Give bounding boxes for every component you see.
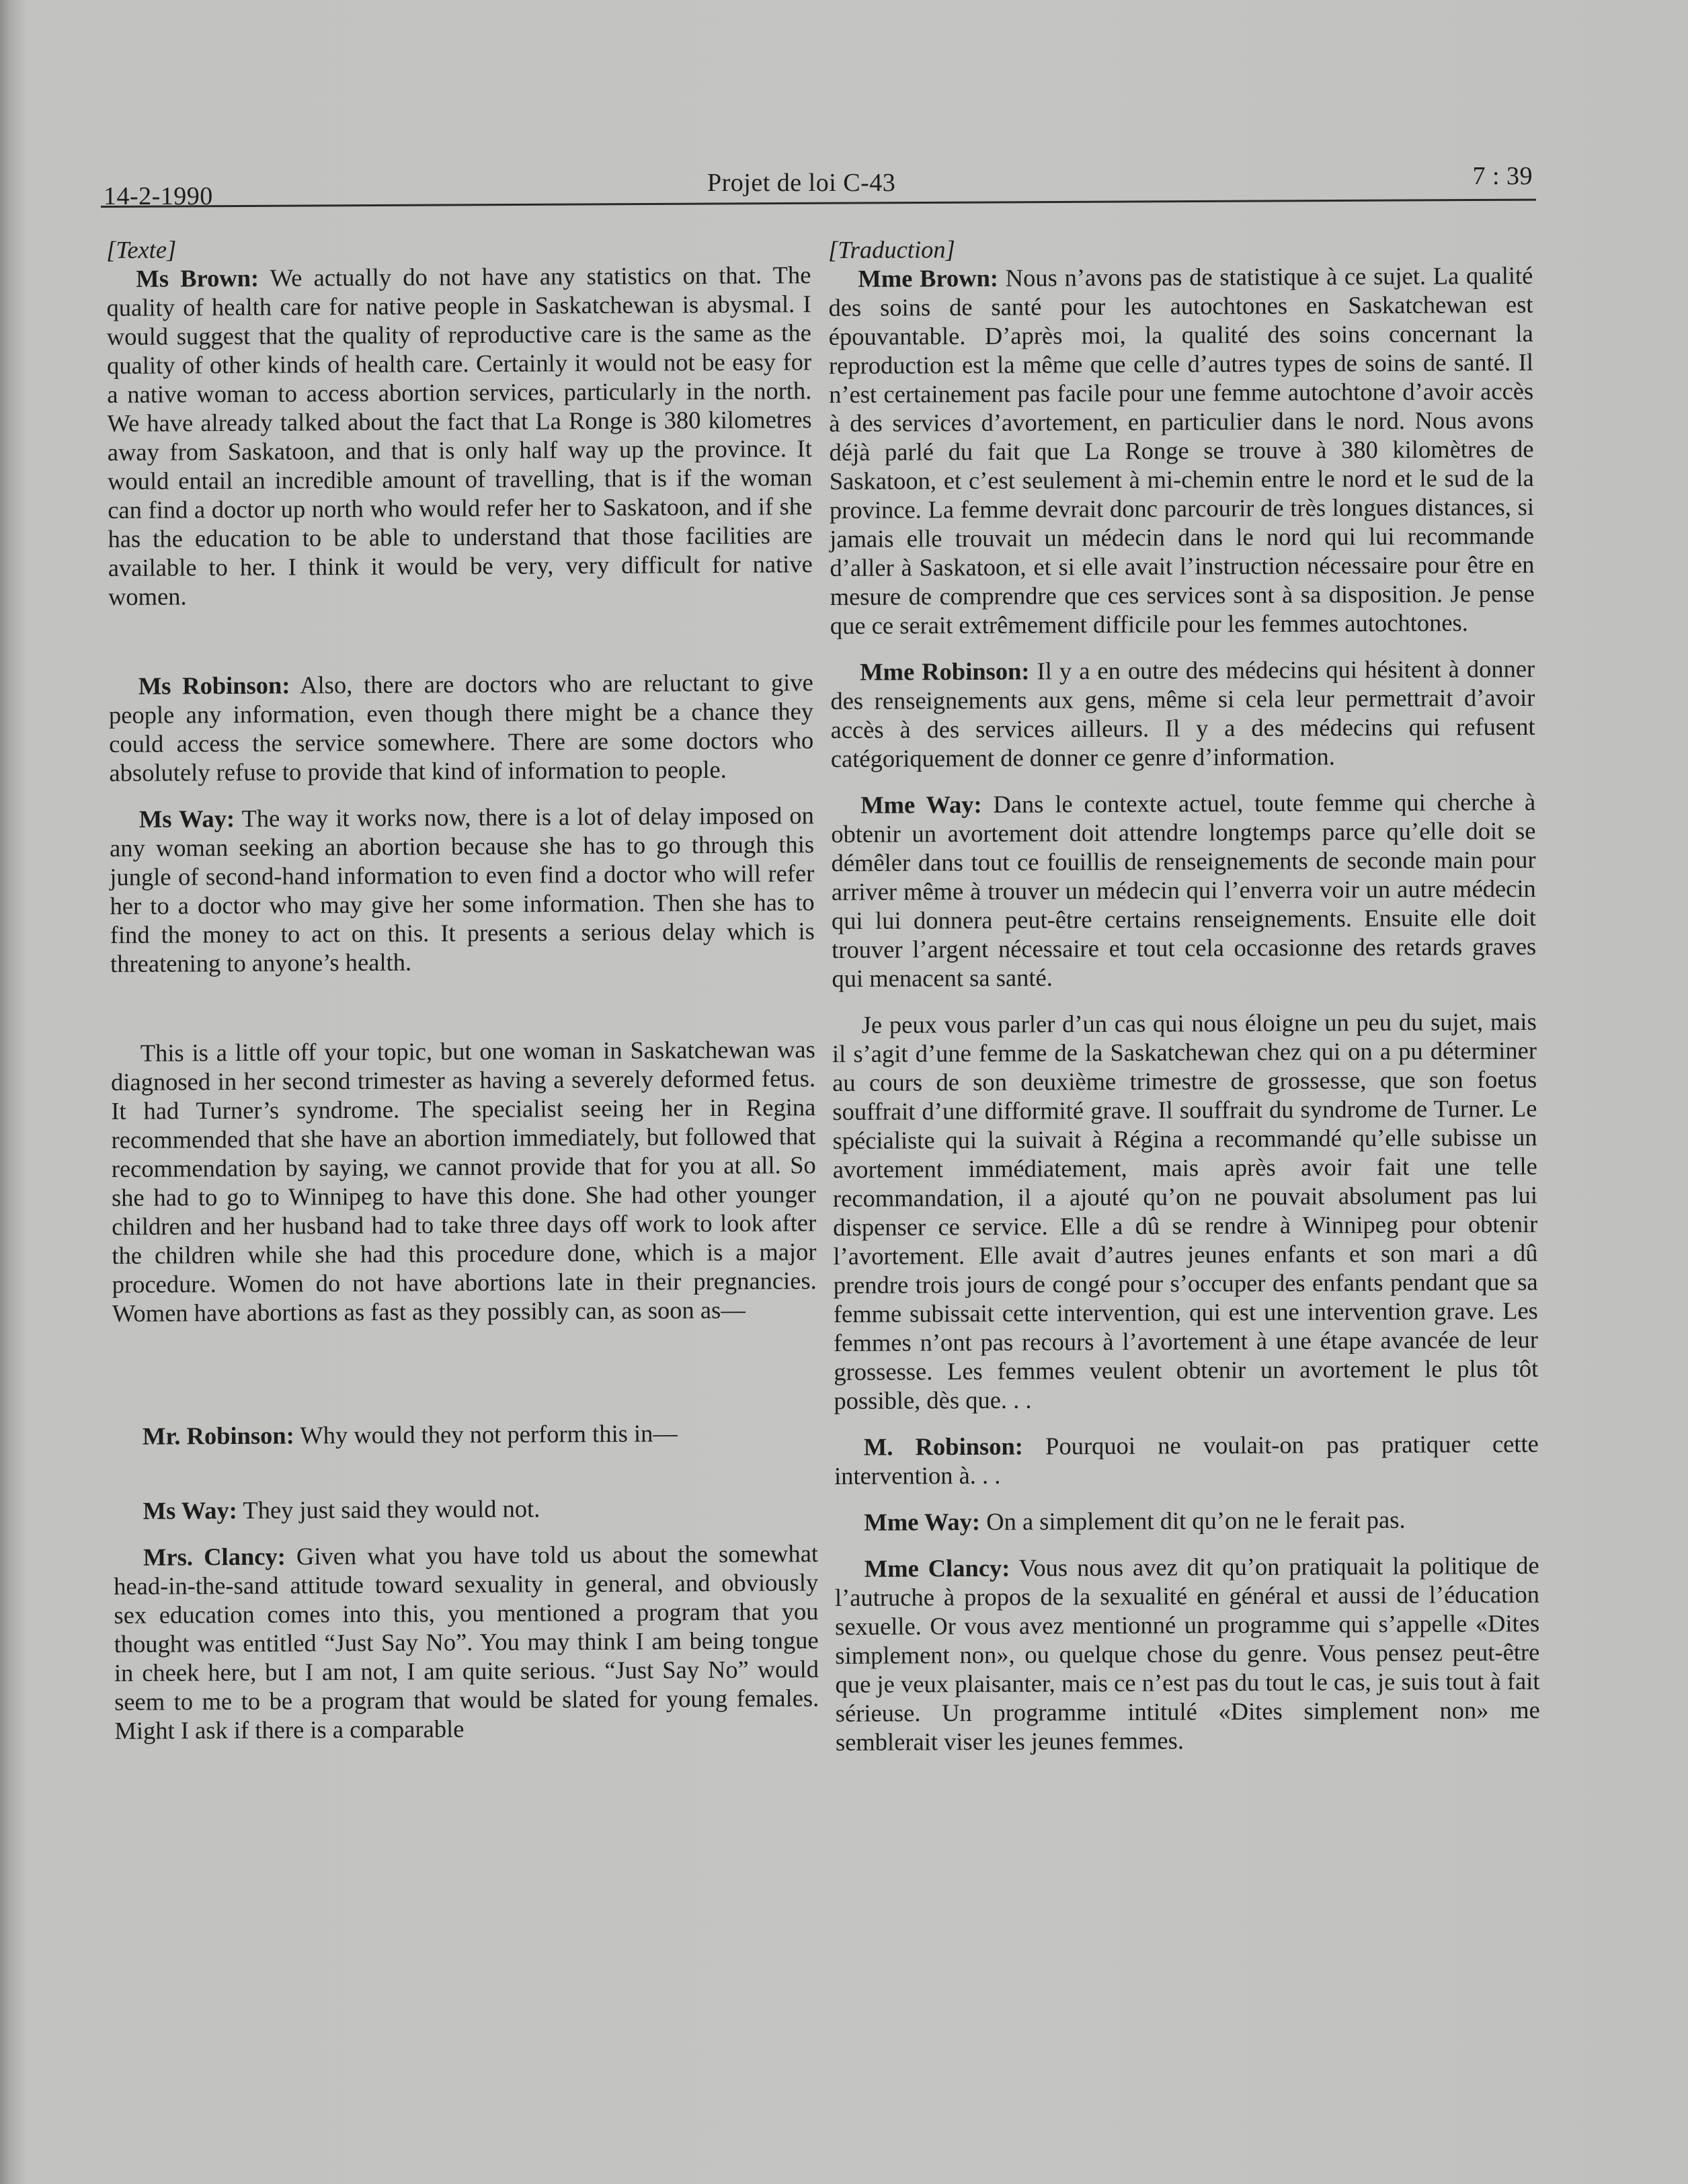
paragraph-text: They just said they would not. — [243, 1494, 540, 1524]
speaker-name: Mme Clancy: — [864, 1553, 1010, 1582]
paragraph — [832, 1007, 1539, 1415]
french-column — [828, 232, 1540, 1774]
paragraph-text: We actually do not have any statistics on that. The quality of health care for native people in Saskatchewan is abysmal. I would suggest that the quality of reproductive care is the same as the quality of other kinds of health care. Certainly it would not be easy for a native woman to access abortion services, particularly in the north. We have already talked about the fact that La Ronge is 380 kilometres away from Saskatoon, and that is only half way up the province. It would entail an incredible amount of travelling, that is if the woman can find a doctor up north who would refer her to Saskatoon, and if she has the education to be able to understand that those facilities are available to her. I think it would be very, very difficult for native women. — [106, 261, 813, 610]
speaker-name: Mme Brown: — [858, 264, 999, 292]
paragraph-text: Dans le contexte actuel, toute femme qui cherche à obtenir un avortement doit attendre longtemps parce qu’elle doit se démêler dans tout ce fouillis de renseignements de seconde main pour arriver même à trouver un médecin qui l’enverra voir un autre médecin qui lui donnera peut-être certains renseignements. Ensuite elle doit trouver l’argent nécessaire et tout cela occasionne des retards graves qui menacent sa santé. — [831, 787, 1537, 992]
speaker-name: Ms Way: — [138, 804, 235, 833]
speaker-name: M. Robinson: — [863, 1432, 1023, 1461]
paragraph-text: Pourquoi ne voulait-on pas pratiquer cette intervention à. . . — [834, 1429, 1539, 1490]
english-column — [106, 231, 819, 1763]
paragraph-text: Nous n’avons pas de statistique à ce sujet. La qualité des soins de santé pour les autochtones en Saskatchewan est épouvantable. D’après moi, la qualité des soins concernant la reproduction est la même que celle d’autres types de soins de santé. Il n’est certainement pas facile pour une femme autochtone d’avoir accès à des services d’avortement, en particulier dans le nord. Nous avons déjà parlé du fait que La Ronge se trouve à 380 kilomètres de Saskatoon, et c’est seulement à mi-chemin entre le nord et le sud de la province. La femme devrait donc parcourir de très longues distances, si jamais elle trouvait un médecin dans le nord qui lui recommande d’aller à Saskatoon, et si elle avait l’instruction nécessaire pour être en mesure de comprendre que ces services sont à sa disposition. Je pense que ce serait extrêmement difficile pour les femmes autochtones. — [828, 261, 1535, 639]
paragraph — [834, 1429, 1539, 1490]
paragraph — [111, 1035, 817, 1328]
paragraph-text: This is a little off your topic, but one woman in Saskatchewan was diagnosed in her second trimester as having a severely deformed fetus. It had Turner’s syndrome. The specialist seeing her in Regina recommended that she have an abortion immediately, but followed that recommendation by saying, we cannot provide that for you at all. So she had to go to Winnipeg to have this done. She had other younger children and her husband had to take three days off work to look after the children while she had this procedure done, which is a major procedure. Women do not have abortions late in their pregnancies. Women have abortions as fast as they possibly can, as soon as— — [110, 1035, 817, 1327]
paragraph-text: Given what you have told us about the somewhat head-in-the-sand attitude toward sexuality in general, and obviously sex education comes into this, you mentioned a program that you thought was entitled “Just Say No”. You may think I am being tongue in cheek here, but I am not, I am quite serious. “Just Say No” would seem to me to be a program that would be slated for young females. Might I ask if there is a comparable — [114, 1539, 819, 1744]
paragraph — [114, 1539, 819, 1745]
paragraph — [831, 787, 1536, 993]
speaker-name: Mr. Robinson: — [142, 1421, 294, 1450]
section-tag: [Traduction] — [828, 235, 955, 264]
paragraph-text: Je peux vous parler d’un cas qui nous éloigne un peu du sujet, mais il s’agit d’une femme de la Saskatchewan chez qui on a pu déterminer au cours de son deuxième trimestre de grossesse, que son foetus souffrait d’une difformité grave. Il souffrait du syndrome de Turner. Le spécialiste qui la suivait à Régina a recommandé qu’elle subisse un avortement immédiatement, mais après avoir fait une telle recommandation, il a ajouté qu’on ne pouvait absolument pas lui dispenser ce service. Elle a dû se rendre à Winnipeg pour obtenir l’avortement. Elle avait d’autres jeunes enfants et son mari a dû prendre trois jours de congé pour s’occuper des enfants pendant que sa femme subissait cette intervention, qui est une intervention grave. Les femmes n’ont pas recours à l’avortement à une étape avancée de leur grossesse. Les femmes veulent obtenir un avortement le plus tôt possible, dès que. . . — [832, 1007, 1539, 1414]
header-title: Projet de loi C-43 — [707, 169, 896, 197]
paragraph-text: Vous nous avez dit qu’on pratiquait la politique de l’autruche à propos de la sexualité en général et aussi de l’éducation sexuelle. Or vous avez mentionné un programme qui s’appelle «Dites simplement non», ou quelque chose du genre. Vous pensez peut-être que je veux plaisanter, mais ce n’est pas du tout le cas, je suis tout à fait sérieuse. Un programme intitulé «Dites simplement non» me semblerait viser les jeunes femmes. — [834, 1551, 1540, 1756]
paragraph-text: On a simplement dit qu’on ne le ferait pas. — [986, 1505, 1406, 1535]
section-tag: [Texte] — [106, 235, 177, 264]
paragraph-text: The way it works now, there is a lot of delay imposed on any woman seeking an abortion because she has to go through this jungle of second-hand information to even find a doctor who will refer her to a doctor who may give her some information. Then she has to find the money to act on this. It presents a serious delay which is threatening to anyone’s health. — [109, 801, 815, 977]
header-date: 14-2-1990 — [104, 182, 213, 210]
paragraph — [109, 668, 814, 787]
speaker-name: Ms Robinson: — [138, 671, 290, 700]
paragraph-text: Il y a en outre des médecins qui hésitent à donner des renseignements aux gens, même si cela leur permettrait d’avoir accès à des services ailleurs. Il y a des médecins qui refusent catégoriquement de donner ce genre d’information. — [830, 654, 1535, 772]
speaker-name: Ms Way: — [143, 1496, 237, 1525]
speaker-name: Mme Way: — [864, 1507, 981, 1536]
paragraph — [106, 260, 813, 611]
paragraph — [830, 654, 1535, 773]
speaker-name: Mme Robinson: — [860, 657, 1030, 686]
speaker-name: Mrs. Clancy: — [143, 1542, 286, 1571]
speaker-name: Mme Way: — [860, 790, 982, 819]
paragraph — [110, 801, 815, 978]
paragraph — [113, 1492, 817, 1525]
paragraph — [828, 261, 1535, 640]
speaker-name: Ms Brown: — [136, 264, 259, 292]
paragraph-text: Also, there are doctors who are reluctant to give people any information, even though there might be a chance they could access the service somewhere. There are some doctors who absolutely refuse to provide that kind of information to people. — [108, 668, 814, 786]
paragraph-text: Why would they not perform this in— — [300, 1419, 678, 1449]
paragraph — [834, 1504, 1539, 1537]
paragraph — [835, 1551, 1540, 1756]
header-page-number: 7 : 39 — [1472, 162, 1533, 190]
paragraph — [113, 1418, 817, 1451]
